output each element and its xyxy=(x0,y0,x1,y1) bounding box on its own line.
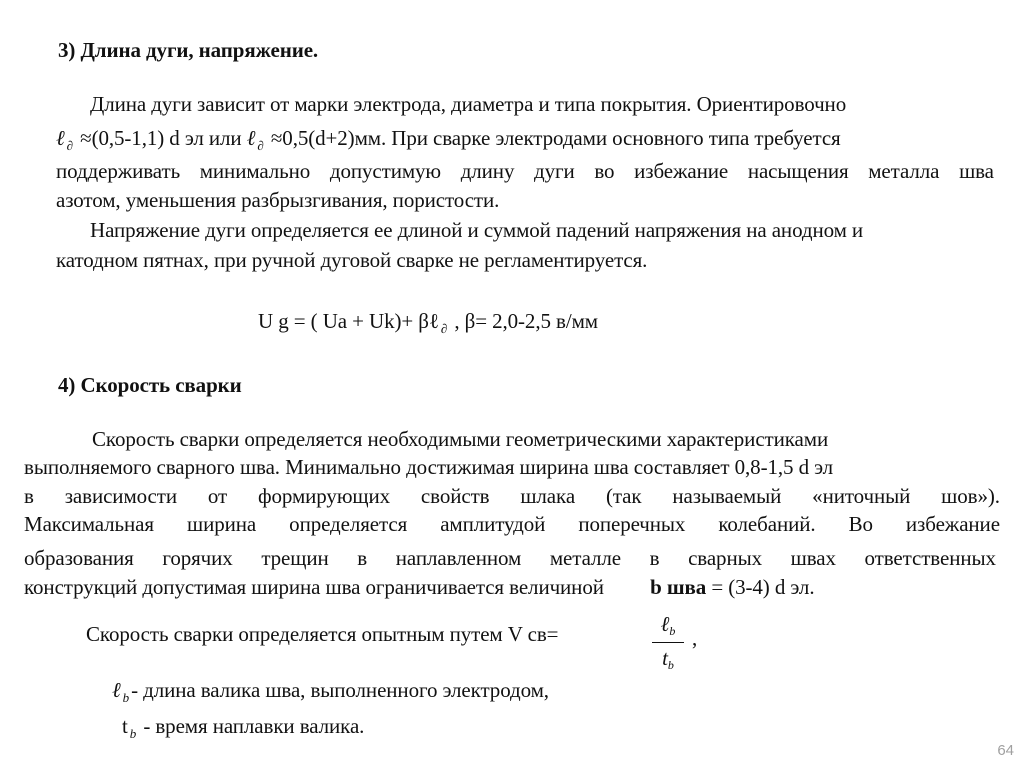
denominator-subscript: b xyxy=(667,658,674,672)
word: называемый xyxy=(672,484,782,508)
word: трещин xyxy=(261,546,329,570)
word: от xyxy=(207,484,228,508)
section-4-line3 xyxy=(24,484,1000,508)
deposition-time-text: - время наплавки валика. xyxy=(143,714,365,738)
definition-deposition-time xyxy=(122,714,364,741)
word: насыщения xyxy=(747,159,849,183)
word: шов»). xyxy=(941,484,1000,508)
word: амплитудой xyxy=(440,512,546,536)
denominator-symbol: t xyxy=(662,646,668,670)
word: избежание xyxy=(905,512,1000,536)
fraction-comma: , xyxy=(692,626,698,650)
section-4-line5 xyxy=(24,546,996,570)
fraction-numerator xyxy=(650,612,686,639)
word: дуги xyxy=(534,159,575,183)
formula-subscript: ∂ xyxy=(440,321,448,336)
word: наплавленном xyxy=(395,546,522,570)
word: минимально xyxy=(199,159,311,183)
word: металле xyxy=(549,546,621,570)
word: металла xyxy=(868,159,940,183)
deposition-time-symbol: t xyxy=(122,714,128,738)
section-3-heading: 3) Длина дуги, напряжение. xyxy=(58,38,319,62)
page-number: 64 xyxy=(997,742,1014,759)
word: шва xyxy=(959,159,994,183)
word: длину xyxy=(460,159,515,183)
word: поддерживать xyxy=(56,159,181,183)
word: колебаний. xyxy=(718,512,816,536)
ell-symbol: ℓ xyxy=(56,126,65,150)
word: во xyxy=(594,159,615,183)
formula-left: U g = ( Ua + Uk)+ βℓ xyxy=(258,309,439,333)
word: швах xyxy=(790,546,836,570)
section-4-line4 xyxy=(24,512,1000,536)
fraction-denominator xyxy=(650,646,686,673)
arc-length-formula: ≈0,5(d+2)мм. При сварке электродами основного типа требуется xyxy=(270,126,841,150)
word: зависимости xyxy=(64,484,177,508)
ell-subscript: ∂ xyxy=(66,138,73,153)
word: определяется xyxy=(289,512,408,536)
welding-speed-formula-text: Скорость сварки определяется опытным путем V св= xyxy=(86,622,559,646)
arc-voltage-formula xyxy=(258,309,598,336)
formula-right: , β= 2,0-2,5 в/мм xyxy=(454,309,598,333)
line6-text: конструкций допустимая ширина шва ограничивается величиной xyxy=(24,575,604,599)
word: образования xyxy=(24,546,134,570)
word: в xyxy=(24,484,34,508)
numerator-subscript: b xyxy=(669,624,676,638)
word: допустимую xyxy=(329,159,442,183)
section-3-para2-line1: Напряжение дуги определяется ее длиной и суммой падений напряжения на анодном и xyxy=(90,218,864,242)
ell-subscript-2: ∂ xyxy=(257,138,264,153)
fraction-bar xyxy=(652,642,684,643)
section-4-line2: выполняемого сварного шва. Минимально достижимая ширина шва составляет 0,8-1,5 d эл xyxy=(24,455,834,479)
section-3-para1-line3 xyxy=(56,159,994,183)
ell-symbol-2: ℓ xyxy=(246,126,256,150)
word: в xyxy=(357,546,368,570)
word: шлака xyxy=(520,484,576,508)
word: Максимальная xyxy=(24,512,154,536)
word: свойств xyxy=(420,484,490,508)
word: формирующих xyxy=(257,484,391,508)
weld-width-symbol: b шва xyxy=(650,575,707,599)
word: в xyxy=(649,546,660,570)
word: ответственных xyxy=(864,546,996,570)
line6-tail: = (3-4) d эл. xyxy=(711,575,815,599)
word: горячих xyxy=(162,546,233,570)
word: (так xyxy=(605,484,642,508)
deposition-time-subscript: b xyxy=(129,726,137,741)
word: ширина xyxy=(187,512,257,536)
section-4-line1: Скорость сварки определяется необходимыми геометрическими характеристиками xyxy=(92,427,829,451)
word: поперечных xyxy=(578,512,686,536)
section-4-line6 xyxy=(24,575,814,599)
word: Во xyxy=(848,512,873,536)
numerator-symbol: ℓ xyxy=(660,612,670,636)
bead-length-text: - длина валика шва, выполненного электродом, xyxy=(131,678,549,702)
section-4-heading: 4) Скорость сварки xyxy=(58,373,242,397)
section-3-para2-line2: катодном пятнах, при ручной дуговой сварке не регламентируется. xyxy=(56,248,648,272)
bead-length-subscript: b xyxy=(122,690,130,705)
section-3-para1-line1: Длина дуги зависит от марки электрода, диаметра и типа покрытия. Ориентировочно xyxy=(90,92,847,116)
word: избежание xyxy=(634,159,729,183)
word: сварных xyxy=(688,546,763,570)
section-3-para1-line2 xyxy=(56,126,841,153)
arc-length-range: ≈(0,5-1,1) d эл или xyxy=(80,126,242,150)
definition-bead-length xyxy=(112,678,549,705)
bead-length-symbol: ℓ xyxy=(112,678,121,702)
welding-speed-fraction xyxy=(650,612,686,670)
section-3-para1-line4: азотом, уменьшения разбрызгивания, пористости. xyxy=(56,188,500,212)
word: «ниточный xyxy=(812,484,911,508)
